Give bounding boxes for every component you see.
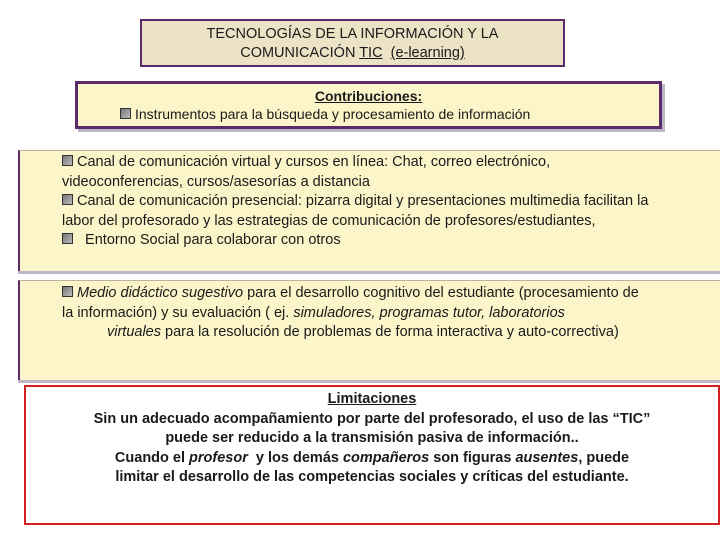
limitations-box — [24, 385, 720, 525]
limitations-line3-c: son figuras — [429, 449, 516, 466]
didactic-text1: para el desarrollo cognitivo del estudiante (procesamiento de — [243, 285, 639, 301]
limitations-line3 — [26, 449, 718, 469]
checkbox-bullet-icon — [62, 194, 73, 205]
didactic-em2: simuladores, programas tutor, laboratorios — [293, 304, 565, 321]
checkbox-bullet-icon — [62, 286, 73, 297]
limitations-em-companeros: compañeros — [342, 449, 430, 466]
limitations-line3-d: , puede — [578, 449, 630, 466]
didactic-line2 — [62, 304, 720, 324]
channel-social-text: Entorno Social para colaborar con otros — [77, 232, 341, 248]
contributions-item — [78, 105, 659, 123]
title-box — [140, 19, 565, 67]
didactic-line1 — [62, 284, 720, 304]
channel-presencial — [62, 192, 720, 212]
title-elearning: (e-learning) — [390, 45, 465, 61]
contributions-box — [75, 81, 662, 129]
channel-virtual-line2-text: videoconferencias, cursos/asesorías a distancia — [62, 173, 370, 190]
didactic-box — [18, 280, 720, 380]
limitations-line3-b: y los demás — [247, 449, 343, 466]
title-line-2 — [142, 44, 563, 63]
title-prefix: COMUNICACIÓN — [240, 45, 360, 61]
channel-social — [62, 231, 720, 251]
limitations-em-profesor: profesor — [189, 449, 248, 466]
didactic-text3: para la resolución de problemas de forma interactiva y auto-correctiva) — [161, 324, 619, 340]
channel-virtual-line2 — [20, 173, 720, 193]
channel-presencial-line2 — [62, 212, 720, 232]
channel-presencial-line1: Canal de comunicación presencial: pizarra digital y presentaciones multimedia facilitan la — [77, 193, 649, 209]
limitations-line3-a: Cuando el — [114, 449, 190, 466]
channel-virtual-line1: Canal de comunicación virtual y cursos en línea: Chat, correo electrónico, — [77, 154, 551, 170]
didactic-em3: virtuales — [107, 324, 161, 340]
limitations-heading: Limitaciones — [327, 391, 417, 407]
title-gap — [383, 45, 391, 61]
didactic-line3 — [62, 323, 720, 343]
checkbox-bullet-icon — [62, 233, 73, 244]
checkbox-bullet-icon — [120, 108, 131, 119]
contributions-heading: Contribuciones: — [314, 88, 423, 104]
channel-presencial-line2-text: labor del profesorado y las estrategias de comunicación de profesores/estudiantes, — [62, 212, 596, 229]
limitations-line2: puede ser reducido a la transmisión pasiva de información.. — [165, 430, 579, 446]
title-line-1: TECNOLOGÍAS DE LA INFORMACIÓN Y LA — [206, 26, 499, 42]
didactic-text2: la información) y su evaluación ( ej. — [62, 304, 294, 321]
contributions-item-text: Instrumentos para la búsqueda y procesamiento de información — [135, 106, 531, 122]
channels-box — [18, 150, 720, 271]
limitations-line1: Sin un adecuado acompañamiento por parte del profesorado, el uso de las “TIC” — [93, 410, 651, 427]
channel-virtual — [62, 153, 720, 173]
checkbox-bullet-icon — [62, 155, 73, 166]
limitations-line4: limitar el desarrollo de las competencias sociales y críticas del estudiante. — [115, 469, 629, 485]
limitations-em-ausentes: ausentes — [515, 449, 579, 466]
title-tic: TIC — [359, 45, 383, 61]
didactic-em1: Medio didáctico sugestivo — [77, 285, 244, 301]
